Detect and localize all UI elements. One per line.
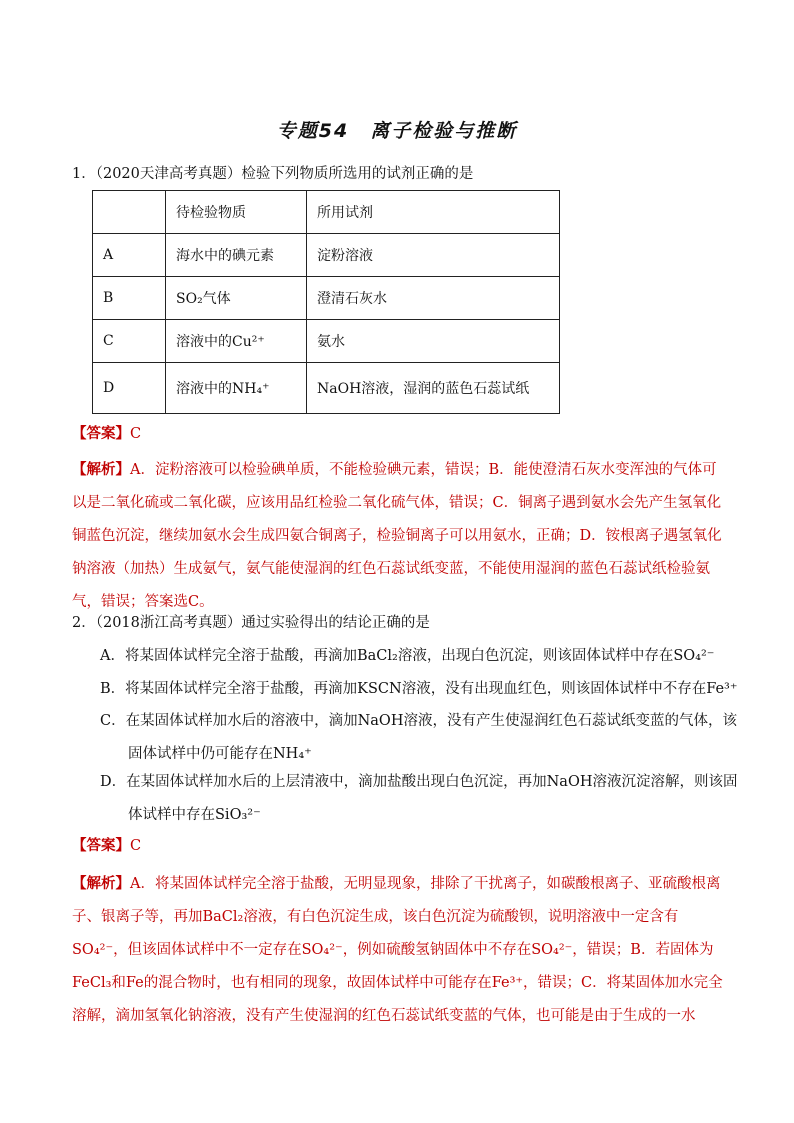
table-row	[93, 320, 560, 363]
answer-value: C	[130, 426, 142, 442]
analysis-text: A．将某固体试样完全溶于盐酸，无明显现象，排除了干扰离子，如碳酸根离子、亚硫酸根离子、银离子等，再加BaCl₂溶液，有白色沉淀生成，该白色沉淀为硫酸钡，说明溶液中一定含有SO₄²⁻，但该固体试样中不一定存在SO₄²⁻，例如硫酸氢钠固体中不存在SO₄²⁻，错误；B．若固体为FeCl₃和Fe的混合物时，也有相同的现象，故固体试样中可能存在Fe³⁺，错误；C．将某固体加水完全溶解，滴加氢氧化钠溶液，没有产生使湿润的红色石蕊试纸变蓝的气体，也可能是由于生成的一水	[72, 876, 723, 1024]
question-1-analysis	[72, 453, 728, 619]
option-c: C．在某固体试样加水后的溶液中，滴加NaOH溶液，没有产生使湿润红色石蕊试纸变蓝的气体，该	[100, 713, 737, 729]
analysis-text: A．淀粉溶液可以检验碘单质，不能检验碘元素，错误；B．能使澄清石灰水变浑浊的气体可以是二氧化硫或二氧化碳，应该用品红检验二氧化硫气体，错误；C．铜离子遇到氨水会先产生氢氧化铜蓝色沉淀，继续加氨水会生成四氨合铜离子，检验铜离子可以用氨水，正确；D．铵根离子遇氢氧化钠溶液（加热）生成氨气，氨气能使湿润的红色石蕊试纸变蓝，不能使用湿润的蓝色石蕊试纸检验氨气，错误；答案选C。	[72, 462, 722, 610]
table-cell: 溶液中的NH₄⁺	[166, 363, 307, 414]
table-cell: C	[93, 320, 166, 363]
table-cell: 溶液中的Cu²⁺	[166, 320, 307, 363]
option-d: D．在某固体试样加水后的上层清液中，滴加盐酸出现白色沉淀，再加NaOH溶液沉淀溶解，则该固	[100, 774, 738, 790]
page-title: 专题54 离子检验与推断	[276, 120, 518, 142]
table-cell: A	[93, 234, 166, 277]
table-row	[93, 363, 560, 414]
question-1-answer	[72, 424, 141, 444]
table-header-cell	[93, 191, 166, 234]
answer-value: C	[130, 838, 142, 854]
table-header-row	[93, 191, 560, 234]
answer-label: 【答案】	[72, 425, 130, 442]
analysis-label: 【解析】	[72, 461, 130, 478]
option-b: B．将某固体试样完全溶于盐酸，再滴加KSCN溶液，没有出现血红色，则该固体试样中不存在Fe³⁺	[100, 681, 738, 697]
option-a: A．将某固体试样完全溶于盐酸，再滴加BaCl₂溶液，出现白色沉淀，则该固体试样中存在SO₄²⁻	[100, 648, 715, 664]
table-cell: NaOH溶液，湿润的蓝色石蕊试纸	[307, 363, 560, 414]
analysis-label: 【解析】	[72, 875, 130, 892]
reagent-table	[92, 190, 560, 414]
question-1-stem: 1．（2020天津高考真题）检验下列物质所选用的试剂正确的是	[72, 166, 474, 182]
table-cell: 海水中的碘元素	[166, 234, 307, 277]
table-cell: 淀粉溶液	[307, 234, 560, 277]
table-cell: 澄清石灰水	[307, 277, 560, 320]
table-cell: 氨水	[307, 320, 560, 363]
option-c-continued: 固体试样中仍可能存在NH₄⁺	[128, 746, 312, 762]
option-d-continued: 体试样中存在SiO₃²⁻	[128, 807, 261, 823]
table-cell: SO₂气体	[166, 277, 307, 320]
question-2-analysis	[72, 867, 728, 1033]
table-row	[93, 277, 560, 320]
answer-label: 【答案】	[72, 837, 130, 854]
question-2-stem: 2．（2018浙江高考真题）通过实验得出的结论正确的是	[72, 615, 430, 631]
question-2-answer	[72, 836, 141, 856]
table-row	[93, 234, 560, 277]
table-cell: B	[93, 277, 166, 320]
table-header-cell: 所用试剂	[307, 191, 560, 234]
table-header-cell: 待检验物质	[166, 191, 307, 234]
table-cell: D	[93, 363, 166, 414]
